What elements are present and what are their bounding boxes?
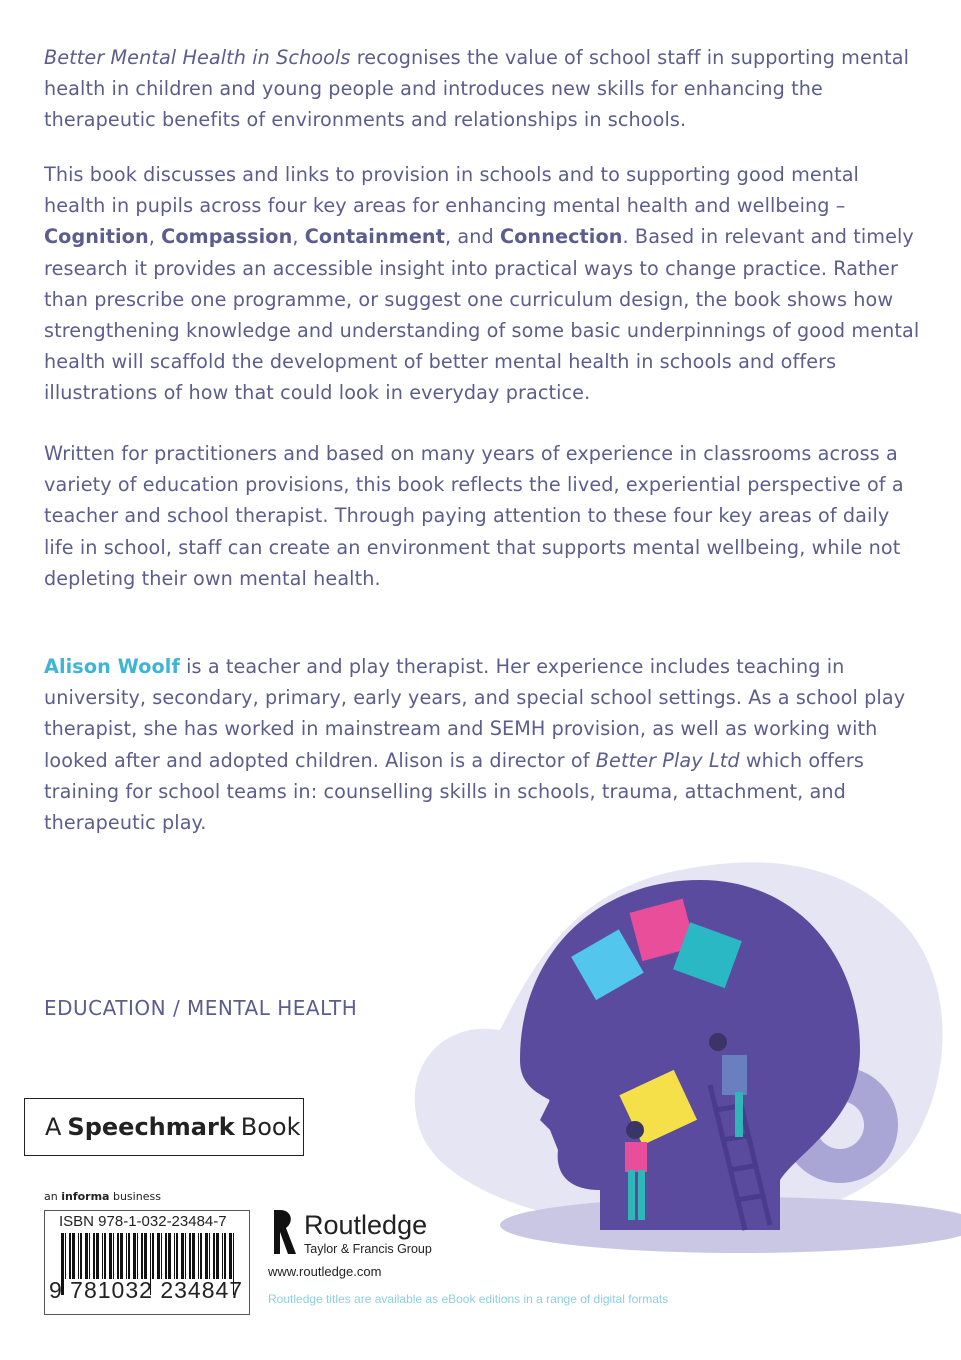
- barcode-bar: [109, 1233, 112, 1279]
- routledge-publisher-block: [268, 1208, 708, 1308]
- author-bio: [44, 651, 924, 838]
- barcode-bar: [157, 1233, 160, 1279]
- publisher-url[interactable]: www.routledge.com: [268, 1264, 382, 1279]
- barcode-bar: [198, 1233, 199, 1279]
- text: is a teacher and play therapist. Her experience includes teaching in university, secondary, primary, early years, and special school settings. As a school play therapist, she has worked in mainstream and SEMH provision, as well as working with looked after and adopted children. Alison is a director of: [44, 655, 906, 772]
- barcode-bar: [216, 1233, 219, 1279]
- company-name: Better Play Ltd: [595, 748, 740, 772]
- barcode-bar: [152, 1233, 154, 1279]
- barcode-bar: [200, 1233, 202, 1279]
- barcode-bar: [192, 1233, 195, 1279]
- barcode-bar: [89, 1233, 90, 1279]
- barcode-bar: [78, 1233, 79, 1279]
- barcode-bar: [104, 1233, 106, 1279]
- barcode-bar: [102, 1233, 103, 1279]
- barcode-bar: [168, 1233, 171, 1279]
- text: an: [44, 1190, 62, 1203]
- book-title: Better Mental Health in Schools: [44, 46, 351, 69]
- blurb-intro-text: recognises the value of school staff in supporting mental health in children and young people and introduces new skills for enhancing the therapeutic benefits of environments and relationships in schools.: [44, 46, 910, 132]
- barcode-bar: [161, 1233, 162, 1279]
- barcode-bar: [85, 1233, 88, 1279]
- text: , and: [444, 225, 500, 249]
- barcode-bar: [189, 1233, 191, 1279]
- barcode-bar: [96, 1233, 99, 1279]
- barcode-bar: [209, 1233, 210, 1279]
- imprint-brand: Speechmark: [67, 1113, 235, 1141]
- text: This book discusses and links to provision in schools and to supporting good mental health in pupils across four key areas for enhancing mental health and wellbeing –: [44, 163, 859, 218]
- barcode-bar: [224, 1233, 226, 1279]
- barcode-bar: [176, 1233, 178, 1279]
- keyword-compassion: Compassion: [161, 225, 293, 249]
- text: ,: [292, 225, 305, 249]
- barcode-bar: [117, 1233, 119, 1279]
- ean-number: 9 781032 234847: [49, 1277, 244, 1303]
- barcode-bar: [65, 1233, 66, 1279]
- publisher-group: Taylor & Francis Group: [304, 1242, 432, 1256]
- barcode-bar: [213, 1233, 215, 1279]
- barcode-bar: [93, 1233, 95, 1279]
- text: A: [45, 1113, 62, 1141]
- barcode-bar: [141, 1233, 143, 1279]
- barcode-bar: [174, 1233, 175, 1279]
- speechmark-imprint-logo: [24, 1098, 304, 1156]
- barcode-bar: [80, 1233, 82, 1279]
- ebook-note: Routledge titles are available as eBook editions in a range of digital formats: [268, 1292, 669, 1306]
- text: . Based in relevant and timely research it provides an accessible insight into practical ways to change practice. Rather than prescribe one programme, or suggest one curriculum design, the book shows how strengthening knowledge and understanding of some basic underpinnings of good mental health will scaffold the development of better mental health in schools and offers illustrations of how that could look in everyday practice.: [44, 225, 920, 405]
- informa-brand: informa: [61, 1190, 110, 1203]
- keyword-connection: Connection: [499, 225, 623, 249]
- routledge-logo-icon: [268, 1208, 298, 1256]
- barcode-bar: [222, 1233, 223, 1279]
- isbn-number: ISBN 978-1-032-23484-7: [59, 1213, 227, 1230]
- barcode-bar: [126, 1233, 127, 1279]
- isbn-barcode: [44, 1210, 250, 1315]
- text: ,: [148, 225, 162, 249]
- barcode-bar: [137, 1233, 138, 1279]
- text: business: [109, 1190, 161, 1203]
- barcode-bar: [72, 1233, 75, 1279]
- barcode-bar: [120, 1233, 123, 1279]
- subject-category: EDUCATION / MENTAL HEALTH: [44, 996, 358, 1020]
- blurb-intro: [44, 42, 924, 136]
- head-puzzle-illustration: [380, 830, 961, 1260]
- barcode-bar: [128, 1233, 130, 1279]
- barcode-bar: [69, 1233, 71, 1279]
- informa-business-line: [44, 1190, 161, 1203]
- barcode-bar: [144, 1233, 147, 1279]
- barcode-bar: [181, 1233, 184, 1279]
- barcode-bar: [113, 1233, 114, 1279]
- barcode-bar: [229, 1233, 232, 1279]
- blurb-audience: Written for practitioners and based on many years of experience in classrooms across a variety of education provisions, this book reflects the lived, experiential perspective of a teacher and school therapist. Through paying attention to these four key areas of daily life in school, staff can create an environment that supports mental wellbeing, while not depleting their own mental health.: [44, 442, 904, 590]
- barcode-bar: [185, 1233, 186, 1279]
- publisher-name: Routledge: [304, 1210, 428, 1240]
- barcode-bar: [133, 1233, 136, 1279]
- keyword-containment: Containment: [304, 225, 445, 249]
- barcode-bar: [165, 1233, 167, 1279]
- blurb-areas: [44, 159, 924, 409]
- text: which offers training for school teams in: counselling skills in schools, trauma, attachment, and therapeutic play.: [44, 748, 864, 835]
- author-name: Alison Woolf: [44, 655, 180, 678]
- text: Book: [240, 1113, 301, 1141]
- barcode-bar: [205, 1233, 208, 1279]
- keyword-cognition: Cognition: [44, 225, 149, 249]
